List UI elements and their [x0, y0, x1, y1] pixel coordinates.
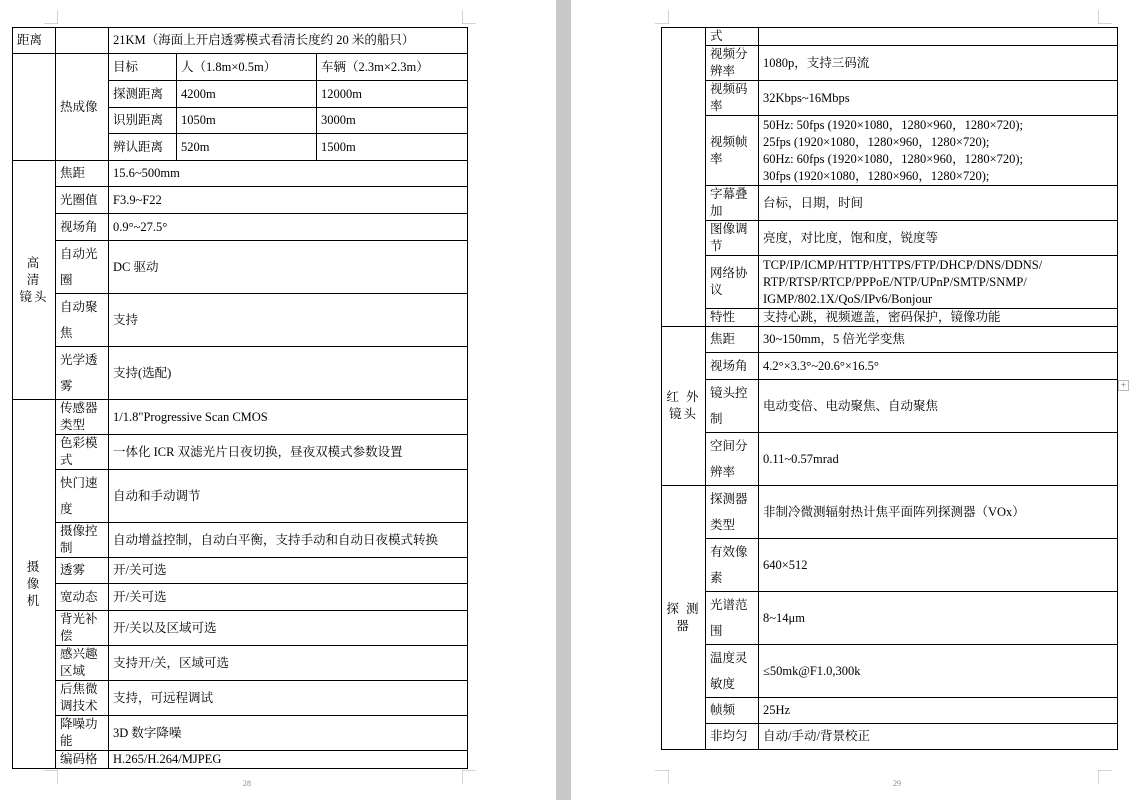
spec-name: 快门速度	[56, 470, 109, 523]
spec-value: 亮度，对比度，饱和度，锐度等	[759, 221, 1118, 256]
spec-name: 视场角	[706, 353, 759, 380]
table-row	[13, 751, 468, 769]
table-row	[662, 256, 1118, 309]
spec-value: 4.2°×3.3°~20.6°×16.5°	[759, 353, 1118, 380]
spec-value	[759, 256, 1118, 309]
table-row	[13, 681, 468, 716]
spec-value: 0.11~0.57mrad	[759, 433, 1118, 486]
table-row	[13, 54, 468, 81]
spec-name: 自动聚焦	[56, 294, 109, 347]
spec-name: 透雾	[56, 558, 109, 584]
spec-value: ≤50mk@F1.0,300k	[759, 645, 1118, 698]
page-corner-mark	[655, 10, 669, 24]
table-row	[13, 187, 468, 214]
spec-name: 自动光圈	[56, 241, 109, 294]
spec-value: 台标，日期，时间	[759, 186, 1118, 221]
thermal-cell: 探测距离	[109, 81, 177, 108]
table-row	[662, 353, 1118, 380]
spec-value: 开/关可选	[109, 584, 468, 611]
table-row	[13, 161, 468, 187]
page-number: 29	[893, 779, 901, 788]
row-label-distance: 距离	[13, 28, 56, 54]
table-row	[662, 380, 1118, 433]
spec-name: 宽动态	[56, 584, 109, 611]
spec-value: 0.9°~27.5°	[109, 214, 468, 241]
table-row	[13, 584, 468, 611]
value-line: 25fps (1920×1080，1280×960，1280×720);	[763, 134, 990, 149]
expand-marker-icon[interactable]: +	[1118, 380, 1129, 391]
thermal-header-target: 目标	[109, 54, 177, 81]
spec-name: 光学透雾	[56, 347, 109, 400]
spec-name: 焦距	[56, 161, 109, 187]
spec-value: 自动/手动/背景校正	[759, 724, 1118, 750]
spec-value: 自动和手动调节	[109, 470, 468, 523]
spec-name: 传感器类型	[56, 400, 109, 435]
spec-name: 图像调节	[706, 221, 759, 256]
spec-name: 特性	[706, 309, 759, 327]
thermal-cell: 识别距离	[109, 108, 177, 134]
table-row	[13, 294, 468, 347]
spec-value: 支持，可远程调试	[109, 681, 468, 716]
thermal-cell: 4200m	[177, 81, 317, 108]
table-row	[662, 46, 1118, 81]
group-label-thermal: 热成像	[56, 54, 109, 161]
spec-name: 后焦微调技术	[56, 681, 109, 716]
thermal-cell: 1500m	[317, 134, 468, 161]
spec-name: 镜头控制	[706, 380, 759, 433]
table-row	[13, 558, 468, 584]
value-line: RTP/RTSP/RTCP/PPPoE/NTP/UPnP/SMTP/SNMP/	[763, 274, 1027, 289]
table-row	[662, 309, 1118, 327]
spec-name: 视频码率	[706, 81, 759, 116]
document-page-28	[0, 0, 556, 800]
spec-name: 有效像素	[706, 539, 759, 592]
thermal-cell: 辨认距离	[109, 134, 177, 161]
table-row	[662, 645, 1118, 698]
table-row	[662, 186, 1118, 221]
spec-value	[759, 116, 1118, 186]
value-line: IGMP/802.1X/QoS/IPv6/Bonjour	[763, 291, 933, 306]
spec-value: 640×512	[759, 539, 1118, 592]
table-row	[13, 347, 468, 400]
group-label-ir-lens: 红 外 镜头	[662, 327, 706, 486]
table-row	[662, 28, 1118, 46]
table-row	[13, 470, 468, 523]
spec-name: 字幕叠加	[706, 186, 759, 221]
spec-name: 焦距	[706, 327, 759, 353]
spec-value: 1080p，支持三码流	[759, 46, 1118, 81]
table-row	[662, 486, 1118, 539]
spec-name: 视场角	[56, 214, 109, 241]
spec-value: F3.9~F22	[109, 187, 468, 214]
page-corner-mark	[1098, 10, 1112, 24]
table-row	[13, 646, 468, 681]
group-label-detector: 探 测 器	[662, 486, 706, 750]
thermal-cell: 1050m	[177, 108, 317, 134]
value-line: 30fps (1920×1080，1280×960，1280×720);	[763, 168, 990, 183]
spec-table-right	[661, 27, 1118, 750]
spec-name: 摄像控制	[56, 523, 109, 558]
table-row	[662, 724, 1118, 750]
spec-value: 支持心跳，视频遮盖，密码保护，镜像功能	[759, 309, 1118, 327]
spec-name: 温度灵敏度	[706, 645, 759, 698]
table-row	[13, 435, 468, 470]
page-corner-mark	[44, 10, 58, 24]
table-row	[13, 28, 468, 54]
thermal-header-vehicle: 车辆（2.3m×2.3m）	[317, 54, 468, 81]
spec-name: 光圈值	[56, 187, 109, 214]
page-gutter	[556, 0, 571, 800]
spec-name: 帧频	[706, 698, 759, 724]
spec-name: 式	[706, 28, 759, 46]
distance-value: 21KM（海面上开启透雾模式看清长度约 20 米的船只）	[109, 28, 468, 54]
page-corner-mark	[462, 770, 476, 784]
table-row	[662, 433, 1118, 486]
table-row	[13, 400, 468, 435]
spec-value: 支持	[109, 294, 468, 347]
spec-value: 支持(选配)	[109, 347, 468, 400]
spec-name: 编码格	[56, 751, 109, 769]
spec-value: 8~14μm	[759, 592, 1118, 645]
spec-value: 电动变倍、电动聚焦、自动聚焦	[759, 380, 1118, 433]
spec-value: 3D 数字降噪	[109, 716, 468, 751]
table-row	[13, 241, 468, 294]
value-line: 60Hz: 60fps (1920×1080，1280×960，1280×720);	[763, 151, 1024, 166]
table-row	[13, 716, 468, 751]
spec-value: 15.6~500mm	[109, 161, 468, 187]
spec-value	[759, 28, 1118, 46]
spec-value: 开/关可选	[109, 558, 468, 584]
spec-name: 感兴趣区域	[56, 646, 109, 681]
thermal-cell: 12000m	[317, 81, 468, 108]
spec-name: 非均匀	[706, 724, 759, 750]
spec-name: 色彩模式	[56, 435, 109, 470]
table-row	[662, 327, 1118, 353]
group-label-camera: 摄 像 机	[13, 400, 56, 769]
spec-table-left	[12, 27, 468, 769]
table-row	[13, 611, 468, 646]
spec-name: 视频分辨率	[706, 46, 759, 81]
spec-value: 一体化 ICR 双滤光片日夜切换，昼夜双模式参数设置	[109, 435, 468, 470]
value-line: TCP/IP/ICMP/HTTP/HTTPS/FTP/DHCP/DNS/DDNS/	[763, 257, 1043, 272]
table-row	[662, 698, 1118, 724]
spec-value: 1/1.8"Progressive Scan CMOS	[109, 400, 468, 435]
table-row	[662, 81, 1118, 116]
spec-name: 空间分辨率	[706, 433, 759, 486]
spec-value: 自动增益控制，自动白平衡，支持手动和自动日夜模式转换	[109, 523, 468, 558]
document-page-29	[571, 0, 1129, 800]
value-line: 50Hz: 50fps (1920×1080，1280×960，1280×720);	[763, 117, 1024, 132]
table-row	[662, 592, 1118, 645]
spec-value: 支持开/关，区域可选	[109, 646, 468, 681]
spec-value: 30~150mm，5 倍光学变焦	[759, 327, 1118, 353]
table-row	[662, 116, 1118, 186]
thermal-cell: 520m	[177, 134, 317, 161]
spec-name: 探测器类型	[706, 486, 759, 539]
spec-value: DC 驱动	[109, 241, 468, 294]
spec-value: 开/关以及区域可选	[109, 611, 468, 646]
spec-name: 降噪功能	[56, 716, 109, 751]
page-corner-mark	[44, 770, 58, 784]
thermal-cell: 3000m	[317, 108, 468, 134]
spec-value: H.265/H.264/MJPEG	[109, 751, 468, 769]
page-corner-mark	[655, 770, 669, 784]
thermal-header-person: 人（1.8m×0.5m）	[177, 54, 317, 81]
group-label-hd-lens: 高 清 镜头	[13, 161, 56, 400]
spec-name: 视频帧率	[706, 116, 759, 186]
table-row	[662, 539, 1118, 592]
spec-value: 非制冷微测辐射热计焦平面阵列探测器（VOx）	[759, 486, 1118, 539]
spec-name: 背光补偿	[56, 611, 109, 646]
table-row	[13, 523, 468, 558]
page-corner-mark	[462, 10, 476, 24]
page-corner-mark	[1098, 770, 1112, 784]
table-row	[13, 214, 468, 241]
table-row	[662, 221, 1118, 256]
page-number: 28	[243, 779, 251, 788]
spec-name: 网络协议	[706, 256, 759, 309]
spec-value: 25Hz	[759, 698, 1118, 724]
spec-name: 光谱范围	[706, 592, 759, 645]
spec-value: 32Kbps~16Mbps	[759, 81, 1118, 116]
